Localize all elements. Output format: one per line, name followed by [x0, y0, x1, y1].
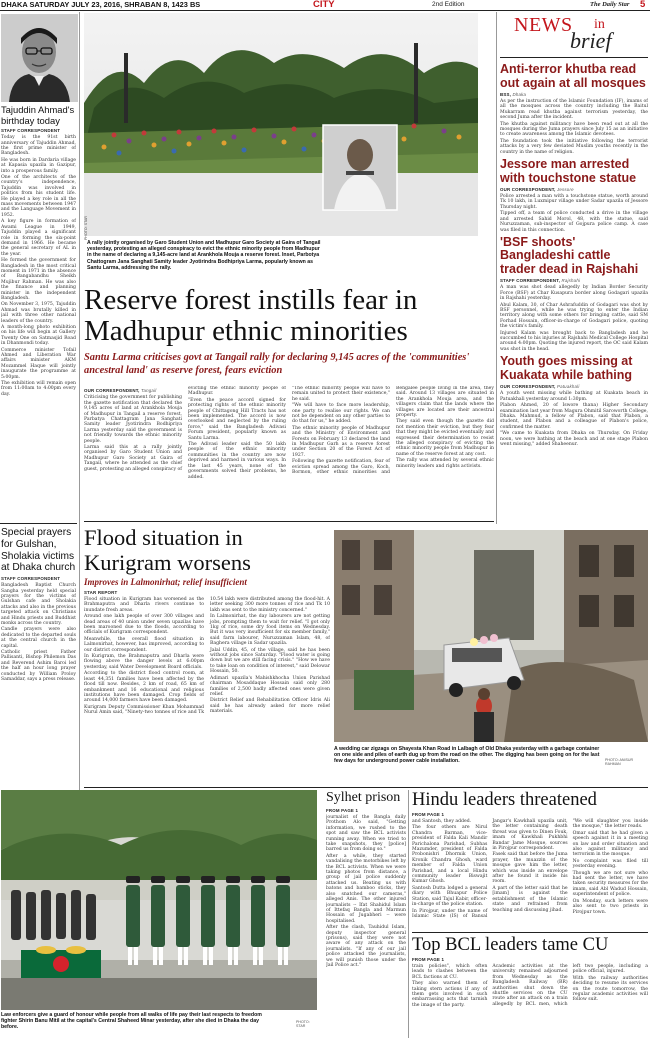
special-prayers-headline: Special prayers for Gulshan, Sholakia victims at Dhaka church: [1, 527, 76, 574]
wedding-car-photo: [334, 530, 648, 742]
bcl-columns: [412, 964, 648, 1036]
brief-byline-bsf-name: STAFF CORRESPONDENT: [500, 278, 559, 284]
bcl-paragraph: Academic activities at the university remained adjourned from Wednesday as the Bangladesh Railway (BR) authorities shut down the shuttle services on the CU route after an attack on a train allegedly by BCL men, which left two people, including a police official, injured.: [492, 964, 648, 1007]
news-in-brief-news: NEWS: [514, 14, 573, 36]
sylhet-paragraph: After the clash, Tauhidul Islam, deputy inspector general (prisons), said they were not aware of any attack on the journalists. "If any of our jail police attacked the journalists, we will punish those under the Jail Police act.": [326, 925, 406, 968]
left-column-rule: [0, 523, 77, 524]
brief-paragraph: Plabon Ahmed, 20 of Iswore thana) Higher Secondary examination last year from Magura Ohmitil Saroworth College, Dhaka. Mahmud, a fellow of Plabon, said that Plabon, a student, and Plabon and a colleague of Plabon's police, confirmed the matter.: [500, 403, 648, 430]
brief-headline-khutba: Anti-terror khutba read out again at all mosques: [500, 62, 646, 90]
flood-paragraph: Meanwhile, the overall flood situation in Lalmonirhat, however, has improved, according to our district correspondent.: [84, 636, 204, 653]
brief-paragraph: The foundation took the initiative following the terrorist attacks by a very few deviated Muslim youths recently in the country in the name of religion.: [500, 138, 648, 155]
garo-rally-caption: A rally jointly organised by Garo Student Union and Madhupur Garo Society at Gaira of Tangail yesterday, protesting an alleged conspiracy to evict the ethnic minority people from Madhupur in the name of declaring a 9,145-acre land at Arankhola Mouja a reserve forest. Inset, Parbotya Chattogram Jana Sanghati Samity leader Jyotirindra Bodhipriya Larma, popularly known as Santu Larma, addressing the rally.: [87, 240, 321, 271]
news-in-brief-column: [500, 60, 648, 522]
flood-paragraph: According to the district flood control room, at least 44,351 families have been affected by the flood till now. Besides, 2 km of road, 65 km of embankment and 16 educational and religious institutions have been damaged. Crop fields of around 14,000 farmers have been damaged.: [84, 671, 204, 704]
brief-byline-bsf: STAFF CORRESPONDENT, Rajshahi: [500, 278, 581, 284]
hindu-leaders-paragraph: Though we are not sure who had sent the letter, we have taken security measures for the imam, said Abl Wadud Hossain, superintendent of police.: [572, 870, 648, 898]
bcl-paragraph: train policies", which often leads to clashes between the BCL factions at CU.: [412, 964, 488, 980]
tajuddin-portrait: [1, 14, 78, 102]
brief-item-khutba: [500, 63, 648, 155]
tajuddin-headline: Tajuddin Ahmad's birthday today: [1, 105, 75, 126]
flood-subhead: Improves in Lalmonirhat; relief insufficient: [84, 577, 247, 587]
flood-story: [84, 525, 330, 787]
hindu-leaders-paragraph: The four others are Nirul Chandra Barman, vice-president of Falda Kali Mandir Parichalona Parishad, Subhas Mazumder, president of Falda Probonishri Dhormik Union, Kronik Chandra Ghosh, ward member of Falda Union Parishad, and a local Hindu community leader Biswajit Kumar Ghosh.: [412, 825, 488, 885]
brief-byline-kuakata-place: Patuakhali: [556, 384, 580, 390]
brief-paragraph: Tipped off, a team of police conducted a drive in the village and arrested Sahid Morol, 48, with the statue, said Nuruzzaman, sub-inspector of Gojpura police camp. A case was filed in this connection.: [500, 211, 648, 233]
brief-paragraph: Police arrested a man with a touchstone statue, worth around Tk 10 lakh, in Luxmipur village under Sadar upazila of Jessore Thursday night.: [500, 194, 648, 210]
lead-byline: OUR CORRESPONDENT, Tangail: [84, 388, 157, 393]
lead-story-columns: [84, 386, 494, 516]
flood-paragraph: District Relief and Rehabilitation Officer Idris Ali said he has already asked for more relief materials.: [210, 698, 330, 715]
hindu-leaders-paragraph: Fasek said that before the Juma prayer, the muazzin of the mosque gave him the letter, which was inside an envelope after he found it inside his room.: [492, 852, 568, 885]
lead-subhead: Santu Larma criticises govt at Tangail rally for declaring 9,145 acres of the 'communities' ancestral land' as reserve forest, fears eviction: [84, 352, 470, 376]
right-vertical-rule: [496, 12, 497, 524]
bcl-headline: Top BCL leaders tame CU: [412, 935, 609, 955]
garo-rally-credit: PHOTO: STAR: [84, 215, 88, 240]
brief-body-kuakata: [500, 391, 648, 447]
lead-paragraph: "The ethnic minority people will have to remain united to protect their existence," he said.: [292, 386, 390, 402]
tajuddin-body: [1, 135, 76, 397]
lead-paragraph: "Even the peace accord signed for protecting rights of the ethnic minority people of Chittagong Hill Tracts has not been implemented. The accord is now overlooked and neglected by the ruling force," said the Bangladesh Adivasi Forum president, popularly known as Santu Larma.: [188, 397, 286, 441]
masthead-edition: 2nd Edition: [432, 1, 465, 8]
brief-paragraph: A youth went missing while bathing at Kuakata beach in Patuakhali yesterday around 1:30pm.: [500, 391, 648, 402]
lead-byline-name: OUR CORRESPONDENT: [84, 388, 139, 393]
brief-item-jessore: [500, 158, 648, 233]
sylhet-from: FROM PAGE 1: [326, 808, 359, 813]
hindu-leaders-paragraph: and Santosh, they added.: [412, 819, 472, 824]
brief-byline-bsf-place: Rajshahi: [561, 278, 581, 284]
brief-headline-jessore: Jessore man arrested with touchstone statue: [500, 157, 637, 185]
flood-columns: [84, 597, 330, 779]
sylhet-story: [326, 790, 406, 1038]
flood-headline: Flood situation in Kurigram worsens: [84, 525, 251, 575]
flood-paragraph: Kurigram Deputy Commissioner Khan Mohammad Nurul Amin said, "Ninety-two tonnes of rice and Tk 10.54 lakh were distributed among the flood-hit. A letter seeking 300 more tonnes of rice and Tk 10 lakh was sent to the ministry concerned.": [84, 597, 330, 716]
brief-byline-jessore: OUR CORRESPONDENT, Jessore: [500, 187, 574, 193]
brief-byline-jessore-place: Jessore: [556, 187, 574, 193]
news-in-brief-logo: [500, 13, 648, 55]
special-prayers-paragraph: Candle prayers were also dedicated to the departed souls at the central church in the capital.: [1, 627, 76, 649]
brief-byline-jessore-name: OUR CORRESPONDENT: [500, 187, 555, 193]
garo-rally-photo: [84, 13, 478, 236]
flood-paragraph: Around one lakh people of over 300 villages and dead areas of 40 union under seven upazilas have been marooned due to the floods, according to officials of Kurigram correspondent.: [84, 614, 204, 636]
brief-paragraph: As per the instruction of the Islamic Foundation (IF), imams of all the mosques across the country including the Baitul Mukarram read khutba against terrorism yesterday, the second Juma after the incident.: [500, 99, 648, 121]
brief-paragraph: "We came to Kuakata from Dhaka on Thursday. On Friday noon, we were bathing at the beach and at one stage Plabon went missing," added Shaheenur.: [500, 431, 648, 447]
tajuddin-byline: STAFF CORRESPONDENT: [1, 128, 61, 134]
brief-paragraph: The khutba against militancy have been read out at all the mosques during the Juma prayers since July 15 as an initiative to create awareness among the Islamic devotees.: [500, 121, 648, 138]
brief-byline-khutba: BSS, Dhaka: [500, 92, 527, 97]
wedding-car-credit: PHOTO: ANISUR RAHMAN: [605, 758, 634, 767]
lower-horizontal-rule: [84, 787, 648, 788]
hindu-leaders-paragraph: "We will slaughter you inside the mosque," the letter reads.: [572, 819, 648, 830]
left-vertical-rule: [79, 12, 80, 817]
brief-paragraph: A man was shot dead allegedly by Indian Border Security Force (BSF) at Char Kusapura border along Godagari upazila in Rajshahi yesterday.: [500, 285, 648, 302]
bcl-paragraph: With the railway authorities deciding to resume its services on the route tomorrow, the regular academic activities will follow suit.: [572, 975, 648, 1003]
flood-paragraph: Jalal Uddin, 45, of the village, said he has been without jobs since Saturday. "Flood water is going down but we are still facing crisis." "How we have to take loan on condition of interest," said Delowar Hossain, 50.: [210, 647, 330, 675]
hindu-leaders-story: [412, 790, 648, 930]
masthead: [0, 0, 650, 10]
hindu-leaders-headline: Hindu leaders threatened: [412, 790, 597, 810]
masthead-rule: [0, 10, 650, 11]
hindu-leaders-paragraph: A part of the letter said that he [imam] is against the establishment of the Islamic state and refrained from teaching and discussing jihad.: [492, 885, 568, 913]
hindu-leaders-paragraph: Omar said that he had given a speech against it in a meeting on law and order situation and also against militancy and terrorism in the mosque.: [572, 830, 648, 858]
hindu-leaders-paragraph: No complaint was filed till yesterday evening.: [572, 858, 648, 870]
lead-paragraph: The Adivasi leader said the 50 lakh people of the ethnic minority communities in the country are now deprived and harmed in various ways. In the last 45 years, none of the governments solved their problems, he added.: [188, 442, 286, 480]
news-in-brief-rule: [500, 57, 648, 58]
sylhet-paragraph: After a while, they started vandalising the motorbikes left by the BCL activists. When we were taking photos from distance, a group of jail police suddenly attacked us. Beating us with batons and bamboo sticks, they also snatched our cameras," alleged Anis. The other injured journalists -- Ifat Shahidul Islam of Ittefaq Bangla and Marmun Hossain of Jugabheri -- were hospitalised.: [326, 853, 406, 924]
guard-of-honour-photo: [1, 790, 317, 1010]
tajuddin-paragraph: A key figure in formation of Awami League in 1949, Tajuddin played a significant role in forming the six-point demand in 1966. He became the general secretary of AL in the year.: [1, 219, 76, 257]
brief-item-kuakata: [500, 355, 648, 447]
lead-paragraph: The ethnic minority people of Madhupur and the Ministry of Environment and Forests on February 13 declared the land in Madhupur Garh as a reserve forest under Section 20 of the Forest Act of 1927.: [292, 425, 390, 458]
brief-byline-khutba-name: BSS: [500, 92, 510, 97]
brief-paragraph: Injured Kalam was brought back to Bangladesh and he succumbed to his injuries at Rajshahi Medical College Hospital around 4:00pm. Quoting the injured report, the OC said Kalam was shot in the head.: [500, 330, 648, 352]
lead-byline-place: Tangail: [140, 388, 157, 393]
tajuddin-paragraph: He formed the government for Bangladesh in the most critical moment in 1971 in the absence of Bangabandhu Sheikh Mujibur Rahman. He was also the finance and planning minister in the independent Bangladesh.: [1, 258, 76, 301]
special-prayers-paragraph: Bangladesh Baptist Church Sangha yesterday held special prayers for the victims of Gulshan cafe and Sholakia attacks and also in the previous targeted attack on Christians and Hindu priests and Buddhist monks across the country.: [1, 583, 76, 627]
guard-of-honour-caption: Law enforcers give a guard of honour while people from all walks of life pay their last respects to freedom fighter Shirin Banu Mitil at the capital's Central Shaheed Minar yesterday, after she died in Dhaka the day before.: [1, 1012, 262, 1031]
guard-of-honour-credit: PHOTO: STAR: [296, 1020, 310, 1029]
special-prayers-paragraph: Catholic priest Father Pallisanti, Bishop Philemon Das and Reverend Ashim Baroi led the half an hour long prayer conducted by William Proloy Samaddar, says a press release.: [1, 650, 76, 683]
sylhet-paragraph: journalist of the Bangla daily Prothom Alo said, "Getting information, we rushed to the spot and saw the BCL activists running away. When we tried to take snapshots, they [police] barred us from doing so.": [326, 815, 406, 853]
masthead-date: DHAKA SATURDAY JULY 23, 2016, SHRABAN 8, 1423 BS: [1, 0, 201, 9]
news-in-brief-in: in: [594, 17, 605, 32]
flood-paragraph: Flood situation in Kurigram has worsened as the Brahmaputra and Dharla rivers continue to inundate fresh areas.: [84, 597, 204, 613]
bcl-rule: [412, 932, 648, 933]
hindu-leaders-paragraph: Santosh Dutta lodged a general diary with Bhuapur Police Station, said Tajul Kabir, officer-in-charge of the police station.: [412, 885, 488, 908]
tajuddin-paragraph: He was born in Dardaria village at Kapasia upazila in Gazipur, into a prosperous family.: [1, 157, 76, 174]
hindu-leaders-paragraph: In Pirojpur, under the name of Islamic State (IS) of Bansal Jangar's Kawkhali upazila unit, the letter containing death threat was given to Dinen Fouk, imam of Kawkhali Pukhbhi Bandar Jame Mosque, sources in Pirojpur correspondent.: [412, 819, 568, 919]
flood-paragraph: Adimari upazila's Mahishkhocha Union Parishad chairman Mosaddaque Hossain said only 280 families of 2,500 badly affected ones were given relief.: [210, 675, 330, 697]
hindu-leaders-paragraph: On Monday, such letters were also sent to two priests in Pirojpur town.: [572, 898, 648, 915]
masthead-section: CITY: [313, 0, 335, 10]
sylhet-headline: Sylhet prison: [326, 790, 401, 805]
brief-byline-kuakata: OUR CORRESPONDENT, Patuakhali: [500, 384, 580, 390]
sylhet-vertical-rule: [408, 790, 409, 1038]
tajuddin-paragraph: One of the architects of the country's independence, Tajuddin was involved in politics from his student life. He played a key role in all the mass movements between 1947 and the Language Movement in 1952.: [1, 175, 76, 218]
masthead-paper: The Daily Star: [590, 1, 630, 8]
masthead-page-number: 5: [640, 0, 646, 10]
tajuddin-paragraph: Commerce minister Tofail Ahmed and Liberation War affairs minister AKM Mozammel Haque will jointly inaugurate the programme at 5:00pm.: [1, 347, 76, 380]
bcl-story: [412, 935, 648, 1038]
wedding-car-caption: A wedding car zigzags on Shayesta Khan Road in Lalbagh of Old Dhaka yesterday with a garbage container on one side and piles of earth dug up from the road on the other. The digging has been going on for the last few days for underground power cable installation.: [334, 746, 600, 765]
bcl-from: FROM PAGE 1: [412, 957, 445, 962]
lead-headline: Reserve forest instills fear in Madhupur ethnic minorities: [84, 285, 418, 347]
flood-paragraph: In Kurigram, the Brahmaputra and Dharla were flowing above the danger levels at 6:00pm yesterday, said Water Development Board officials.: [84, 654, 204, 670]
special-prayers-story: [1, 527, 76, 817]
tajuddin-paragraph: The exhibition will remain open from 11:00am to 4:00pm every day.: [1, 381, 76, 397]
hindu-leaders-from: FROM PAGE 1: [412, 812, 445, 817]
lead-paragraph: The rally was attended by several ethnic minority leaders and rights activists.: [396, 458, 494, 469]
tajuddin-story: [1, 105, 76, 515]
bcl-paragraph: They also warned them of taking stern actions if any of them gets involved in such embarrassing acts that tarnish the image of the party.: [412, 981, 488, 1008]
hindu-leaders-columns: [412, 819, 648, 925]
brief-headline-bsf: 'BSF shoots' Bangladeshi cattle trader dead in Rajshahi: [500, 234, 639, 276]
tajuddin-paragraph: On November 3, 1975, Tajuddin Ahmad was brutally killed in jail with three other national leaders of the country.: [1, 302, 76, 324]
lead-paragraph: They said even though the gazette did not mention their eviction, but they fear that they might be evicted eventually and expressed their determination to resist the alleged conspiracy of evicting the ethnic minority people from Madhupur in name of the reserve forest at any cost.: [396, 419, 494, 457]
brief-headline-kuakata: Youth goes missing at Kuakata while bathing: [500, 354, 633, 382]
brief-body-bsf: [500, 285, 648, 352]
lead-paragraph: Larma said this at a rally jointly organised by Garo Student Union and Madhupur Garo Society at Gaira of Tangail, where he attended as the chief guest, protesting an alleged conspiracy of evicting the ethnic minority people of Madhupur.: [84, 386, 286, 472]
tajuddin-paragraph: A month-long photo exhibition on his life will begin at Gallery Twenty One on Satmasjid Road in Dhanmondi today.: [1, 325, 76, 347]
brief-body-khutba: [500, 99, 648, 155]
flood-byline: STAR REPORT: [84, 590, 118, 595]
news-in-brief-brief: brief: [570, 28, 612, 53]
brief-item-bsf: [500, 236, 648, 352]
mid-horizontal-rule: [84, 521, 494, 522]
brief-body-jessore: [500, 194, 648, 233]
special-prayers-body: [1, 583, 76, 682]
sylhet-body: [326, 815, 406, 968]
brief-paragraph: Abul Kalam, 30, of Char Ashrafuddin of Godagari was shot by BSF personnel, while he was trying to enter the Indian territory along with some others for bringing cattle, said SM Forhad Hossain, officer-in-charge of Godagari police, quoting the victim's family.: [500, 302, 648, 330]
lead-paragraph: Following the gazette notification, fear of eviction spread among the Garo, Koch, Bormon, other ethnic minorities and Bengalee people living in the area, they said. Around 13 villages are situated in the Arankhola Mouja area, and the villagers claim that the lands where the villages are located are their ancestral property.: [292, 386, 494, 476]
lead-story-body: [84, 386, 494, 516]
flood-paragraph: In Lalmonirhat, the day labourers are not getting jobs, prompting them to wait for relief. "I got only 1kg of rice, some dry food items on Wednesday. But it was very insufficient for six member family," said farm labourer, Nuruzzaman Islam, 48, of Baghera village in Sadar upazila.: [210, 614, 330, 647]
tajuddin-paragraph: Today is the 91st birth anniversary of Tajuddin Ahmad, the first prime minister of Bangladesh.: [1, 135, 76, 157]
special-prayers-byline: STAFF CORRESPONDENT: [1, 576, 61, 582]
lead-paragraph: Criticising the government for publishing the gazette notification that declared the 9,145 acres of land at Arankhola Mouja of Madhupur in Tangail a reserve forest, Parbatya Chattagram Jana Sanghati Samity leader Jyotirindra Bodhipriya Larma yesterday said the government is not friendly towards the ethnic minority people.: [84, 395, 182, 444]
brief-byline-khutba-place: Dhaka: [512, 92, 527, 97]
lead-paragraph: "We will have to face more leadership, one party to realise our rights. We can not be dependent on any other parties to do that for us," he added.: [292, 403, 390, 425]
brief-byline-kuakata-name: OUR CORRESPONDENT: [500, 384, 555, 390]
